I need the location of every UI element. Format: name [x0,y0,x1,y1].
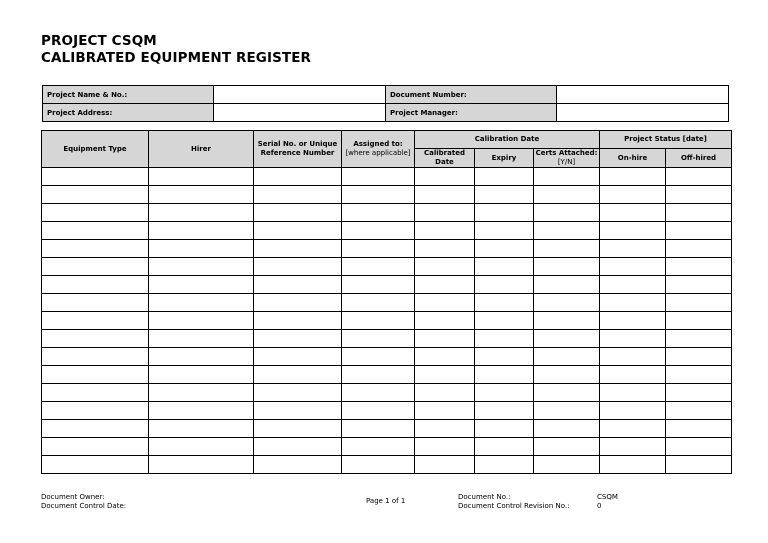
hirer-cell[interactable] [149,240,254,258]
on-hire-cell[interactable] [600,330,666,348]
document-number-field[interactable] [557,86,729,104]
equipment-type-cell[interactable] [42,168,149,186]
calibrated-date-cell[interactable] [415,330,475,348]
assigned-to-cell[interactable] [342,186,415,204]
expiry-cell[interactable] [475,366,534,384]
page-number: Page 1 of 1 [366,497,406,505]
certs-attached-cell[interactable] [534,384,600,402]
serial-cell[interactable] [254,240,342,258]
project-address-label: Project Address: [43,104,214,122]
table-row [42,168,732,186]
footer-owner-block [41,493,126,510]
expiry-cell[interactable] [475,168,534,186]
certs-attached-cell[interactable] [534,204,600,222]
assigned-to-cell[interactable] [342,240,415,258]
assigned-to-cell[interactable] [342,402,415,420]
calibrated-date-cell[interactable] [415,384,475,402]
serial-cell[interactable] [254,204,342,222]
header-project-status: Project Status [date] [600,131,732,149]
table-row [42,366,732,384]
assigned-to-cell[interactable] [342,456,415,474]
table-row [42,186,732,204]
header-serial: Serial No. or Unique Reference Number [254,131,342,168]
equipment-type-cell[interactable] [42,456,149,474]
revision-label: Document Control Revision No.: [458,501,570,510]
expiry-cell[interactable] [475,276,534,294]
certs-attached-label: Certs Attached: [Y/N] [535,149,598,166]
assigned-to-cell[interactable] [342,384,415,402]
header-expiry: Expiry [475,149,534,168]
table-row [42,402,732,420]
expiry-cell[interactable] [475,456,534,474]
document-no-label: Document No.: [458,493,511,501]
equipment-type-cell[interactable] [42,384,149,402]
hirer-cell[interactable] [149,420,254,438]
certs-attached-cell[interactable] [534,366,600,384]
off-hired-cell[interactable] [666,456,732,474]
off-hired-cell[interactable] [666,402,732,420]
serial-cell[interactable] [254,276,342,294]
expiry-cell[interactable] [475,258,534,276]
assigned-to-cell[interactable] [342,222,415,240]
certs-attached-note: [Y/N] [557,158,576,166]
header-off-hired: Off-hired [666,149,732,168]
hirer-cell[interactable] [149,456,254,474]
serial-cell[interactable] [254,294,342,312]
calibrated-date-cell[interactable] [415,312,475,330]
off-hired-cell[interactable] [666,438,732,456]
table-row [42,384,732,402]
calibrated-date-cell[interactable] [415,204,475,222]
off-hired-cell[interactable] [666,294,732,312]
assigned-to-cell[interactable] [342,420,415,438]
calibrated-date-cell[interactable] [415,168,475,186]
expiry-cell[interactable] [475,312,534,330]
equipment-register-table [41,130,732,474]
on-hire-cell[interactable] [600,186,666,204]
certs-attached-cell[interactable] [534,276,600,294]
table-row [42,456,732,474]
equipment-type-cell[interactable] [42,276,149,294]
project-info-table [42,85,729,122]
assigned-to-cell[interactable] [342,312,415,330]
table-row [42,348,732,366]
expiry-cell[interactable] [475,294,534,312]
on-hire-cell[interactable] [600,168,666,186]
off-hired-cell[interactable] [666,366,732,384]
calibrated-date-cell[interactable] [415,240,475,258]
expiry-cell[interactable] [475,438,534,456]
expiry-cell[interactable] [475,348,534,366]
hirer-cell[interactable] [149,312,254,330]
table-row [42,204,732,222]
off-hired-cell[interactable] [666,348,732,366]
on-hire-cell[interactable] [600,438,666,456]
assigned-to-cell[interactable] [342,294,415,312]
project-name-label: Project Name & No.: [43,86,214,104]
calibrated-date-cell[interactable] [415,222,475,240]
calibrated-date-cell[interactable] [415,456,475,474]
on-hire-cell[interactable] [600,312,666,330]
serial-cell[interactable] [254,384,342,402]
equipment-type-cell[interactable] [42,222,149,240]
off-hired-cell[interactable] [666,240,732,258]
assigned-to-note: [where applicable] [345,149,411,157]
off-hired-cell[interactable] [666,312,732,330]
title-line-2: CALIBRATED EQUIPMENT REGISTER [41,50,312,66]
off-hired-cell[interactable] [666,222,732,240]
calibrated-date-cell[interactable] [415,366,475,384]
hirer-cell[interactable] [149,330,254,348]
project-manager-label: Project Manager: [386,104,557,122]
certs-attached-cell[interactable] [534,294,600,312]
assigned-to-cell[interactable] [342,438,415,456]
table-row [42,258,732,276]
on-hire-cell[interactable] [600,420,666,438]
equipment-type-cell[interactable] [42,348,149,366]
hirer-cell[interactable] [149,402,254,420]
serial-cell[interactable] [254,186,342,204]
page-title [41,33,311,67]
table-row [42,222,732,240]
table-row [42,240,732,258]
on-hire-cell[interactable] [600,366,666,384]
expiry-cell[interactable] [475,330,534,348]
expiry-cell[interactable] [475,402,534,420]
document-no-value: CSQM [597,493,618,501]
title-line-1: PROJECT CSQM [41,33,157,49]
hirer-cell[interactable] [149,384,254,402]
footer-values-block [597,493,618,510]
expiry-cell[interactable] [475,186,534,204]
serial-cell[interactable] [254,168,342,186]
assigned-to-cell[interactable] [342,348,415,366]
header-certs-attached [534,149,600,168]
off-hired-cell[interactable] [666,420,732,438]
serial-cell[interactable] [254,366,342,384]
certs-attached-cell[interactable] [534,186,600,204]
assigned-to-cell[interactable] [342,330,415,348]
off-hired-cell[interactable] [666,384,732,402]
assigned-to-cell[interactable] [342,204,415,222]
off-hired-cell[interactable] [666,168,732,186]
on-hire-cell[interactable] [600,240,666,258]
serial-cell[interactable] [254,348,342,366]
expiry-cell[interactable] [475,384,534,402]
hirer-cell[interactable] [149,276,254,294]
calibrated-date-cell[interactable] [415,438,475,456]
equipment-type-cell[interactable] [42,438,149,456]
certs-attached-cell[interactable] [534,222,600,240]
assigned-to-cell[interactable] [342,366,415,384]
certs-attached-cell[interactable] [534,438,600,456]
table-row [42,330,732,348]
on-hire-cell[interactable] [600,384,666,402]
expiry-cell[interactable] [475,204,534,222]
certs-attached-cell[interactable] [534,348,600,366]
footer-document-block [458,493,569,510]
project-manager-field[interactable] [557,104,729,122]
expiry-cell[interactable] [475,240,534,258]
on-hire-cell[interactable] [600,348,666,366]
serial-cell[interactable] [254,222,342,240]
assigned-to-label: Assigned to: [353,140,403,148]
certs-attached-cell[interactable] [534,330,600,348]
certs-attached-cell[interactable] [534,420,600,438]
calibrated-date-cell[interactable] [415,420,475,438]
serial-cell[interactable] [254,258,342,276]
off-hired-cell[interactable] [666,330,732,348]
on-hire-cell[interactable] [600,258,666,276]
revision-value: 0 [597,501,602,510]
equipment-type-cell[interactable] [42,258,149,276]
assigned-to-cell[interactable] [342,276,415,294]
header-calibration-date: Calibration Date [415,131,600,149]
calibrated-date-cell[interactable] [415,348,475,366]
equipment-type-cell[interactable] [42,240,149,258]
calibrated-date-cell[interactable] [415,276,475,294]
hirer-cell[interactable] [149,204,254,222]
serial-cell[interactable] [254,456,342,474]
equipment-type-cell[interactable] [42,420,149,438]
table-row [42,276,732,294]
certs-attached-cell[interactable] [534,240,600,258]
serial-cell[interactable] [254,402,342,420]
equipment-type-cell[interactable] [42,312,149,330]
header-calibrated-date: Calibrated Date [415,149,475,168]
equipment-type-cell[interactable] [42,402,149,420]
assigned-to-cell[interactable] [342,258,415,276]
expiry-cell[interactable] [475,420,534,438]
on-hire-cell[interactable] [600,456,666,474]
serial-cell[interactable] [254,438,342,456]
hirer-cell[interactable] [149,168,254,186]
header-on-hire: On-hire [600,149,666,168]
certs-attached-cell[interactable] [534,258,600,276]
header-assigned-to [342,131,415,168]
hirer-cell[interactable] [149,348,254,366]
hirer-cell[interactable] [149,258,254,276]
equipment-type-cell[interactable] [42,186,149,204]
calibrated-date-cell[interactable] [415,294,475,312]
project-name-field[interactable] [214,86,386,104]
off-hired-cell[interactable] [666,186,732,204]
table-row [42,294,732,312]
certs-attached-cell[interactable] [534,312,600,330]
header-equipment-type: Equipment Type [42,131,149,168]
header-hirer: Hirer [149,131,254,168]
expiry-cell[interactable] [475,222,534,240]
certs-attached-cell[interactable] [534,168,600,186]
on-hire-cell[interactable] [600,276,666,294]
off-hired-cell[interactable] [666,204,732,222]
table-row [42,420,732,438]
table-row [42,312,732,330]
document-number-label: Document Number: [386,86,557,104]
register-body [42,168,732,474]
hirer-cell[interactable] [149,186,254,204]
equipment-type-cell[interactable] [42,366,149,384]
calibrated-date-cell[interactable] [415,258,475,276]
table-row [42,438,732,456]
serial-cell[interactable] [254,420,342,438]
hirer-cell[interactable] [149,222,254,240]
certs-attached-cell[interactable] [534,456,600,474]
off-hired-cell[interactable] [666,276,732,294]
certs-attached-cell[interactable] [534,402,600,420]
serial-cell[interactable] [254,330,342,348]
calibrated-date-cell[interactable] [415,402,475,420]
on-hire-cell[interactable] [600,222,666,240]
serial-cell[interactable] [254,312,342,330]
document-owner-label: Document Owner: [41,493,105,501]
hirer-cell[interactable] [149,294,254,312]
hirer-cell[interactable] [149,438,254,456]
calibrated-date-cell[interactable] [415,186,475,204]
assigned-to-cell[interactable] [342,168,415,186]
hirer-cell[interactable] [149,366,254,384]
equipment-type-cell[interactable] [42,294,149,312]
equipment-type-cell[interactable] [42,204,149,222]
on-hire-cell[interactable] [600,402,666,420]
document-control-date-label: Document Control Date: [41,501,127,510]
project-address-field[interactable] [214,104,386,122]
equipment-type-cell[interactable] [42,330,149,348]
on-hire-cell[interactable] [600,294,666,312]
on-hire-cell[interactable] [600,204,666,222]
off-hired-cell[interactable] [666,258,732,276]
